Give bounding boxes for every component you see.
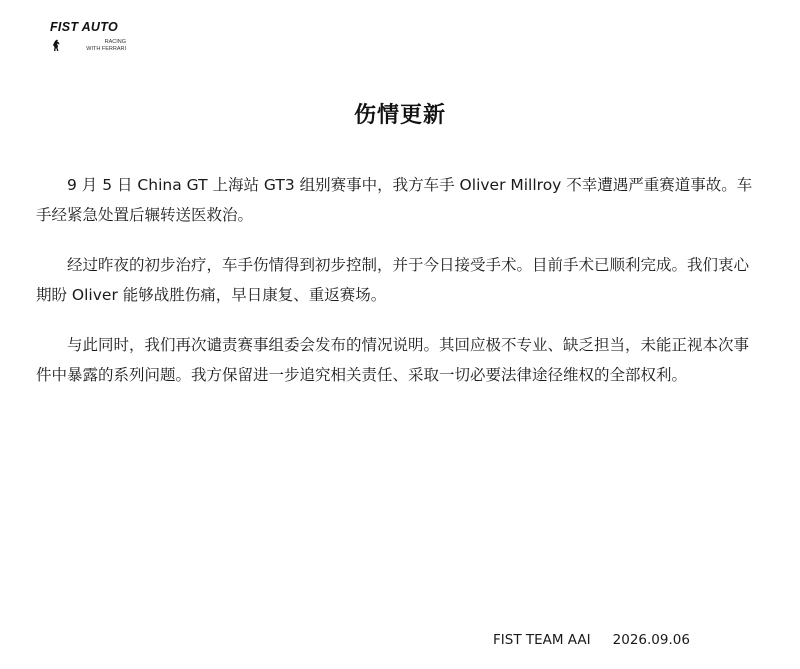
signature-team: FIST TEAM AAI <box>493 632 591 648</box>
logo-tagline <box>66 39 126 52</box>
brand-logo <box>50 20 140 60</box>
paragraph-condemnation: 与此同时，我们再次谴责赛事组委会发布的情况说明。其回应极不专业、缺乏担当，未能正视本次事件中暴露的系列问题。我方保留进一步追究相关责任、采取一切必要法律途径维权的全部权利。 <box>36 336 750 384</box>
paragraph-surgery: 经过昨夜的初步治疗，车手伤情得到初步控制，并于今日接受手术。目前手术已顺利完成。我们衷心期盼 Oliver 能够战胜伤痛，早日康复、重返赛场。 <box>36 256 750 304</box>
page-title: 伤情更新 <box>353 103 446 128</box>
prancing-horse-icon <box>52 39 61 52</box>
paragraph-accident: 9 月 5 日 China GT 上海站 GT3 组别赛事中，我方车手 Oliver Millroy 不幸遭遇严重赛道事故。车手经紧急处置后辗转送医救治。 <box>36 176 753 224</box>
signature-date: 2026.09.06 <box>612 632 690 648</box>
signature-line <box>493 632 690 648</box>
logo-tagline-line1: RACING <box>104 39 126 45</box>
statement-body <box>36 170 764 410</box>
logo-tagline-line2: WITH FERRARI <box>86 45 126 52</box>
logo-wordmark: FIST AUTO <box>50 20 118 34</box>
